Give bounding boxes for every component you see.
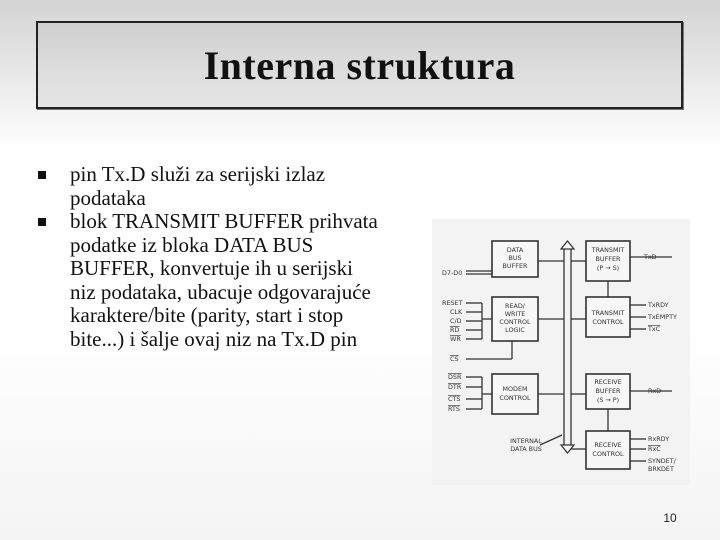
transmit-buffer-block: [586, 241, 630, 281]
signal-label: TxC: [648, 325, 661, 333]
square-bullet-icon: [38, 171, 46, 179]
block-label: CONTROL: [592, 318, 624, 326]
bus-arrow-up: [561, 241, 574, 249]
signal-label: RxRDY: [648, 435, 670, 443]
signal-label: RD: [450, 326, 460, 334]
signal-label: DTR: [448, 383, 462, 391]
signal-label: RxC: [648, 445, 661, 453]
signal-label: WR: [450, 335, 461, 343]
transmit-control-block: [586, 297, 630, 337]
bullet-text: pin Tx.D služi za serijski izlaz podataka: [70, 162, 326, 210]
signal-label: TxRDY: [648, 301, 669, 309]
block-label: TRANSMIT: [591, 246, 625, 254]
block-label: (P → S): [596, 264, 620, 272]
data-bus-buffer-block: [492, 241, 538, 277]
signal-label: RESET: [442, 299, 463, 307]
modem-control-block: [492, 374, 538, 414]
signal-label: TxD: [644, 253, 657, 261]
bullet-item: [36, 163, 381, 210]
signal-label: SYNDET/: [648, 457, 676, 465]
page-number: 10: [663, 511, 677, 525]
usart-block-diagram: [432, 219, 690, 485]
block-label: CONTROL: [592, 450, 624, 458]
block-label: RECEIVE: [594, 441, 622, 449]
bullet-item: [36, 210, 381, 351]
block-label: DATA: [506, 246, 524, 254]
receive-control-block: [586, 431, 630, 469]
block-label: LOGIC: [505, 326, 525, 334]
title-box: [36, 21, 683, 109]
block-label: TRANSMIT: [591, 309, 625, 317]
block-label: BUFFER: [595, 387, 621, 395]
internal-bus-label: DATA BUS: [510, 445, 542, 453]
signal-label: BRKDET: [648, 465, 674, 473]
internal-bus-label: INTERNAL: [510, 437, 542, 445]
bullet-text: blok TRANSMIT BUFFER prihvata podatke iz bloka DATA BUS BUFFER, konvertuje ih u serijski niz podataka, ubacuje odgovarajuće karaktere/bite (parity, start i stop bite...) i šalje ovaj niz na Tx.D pin: [70, 209, 378, 351]
read-write-control-block: [492, 297, 538, 341]
signal-label: CS: [450, 355, 459, 363]
block-label: BUFFER: [595, 255, 621, 263]
signal-label: RxD: [648, 387, 662, 395]
signal-label: CLK: [450, 308, 463, 316]
block-label: BUS: [508, 254, 522, 262]
bullet-list: [36, 163, 381, 351]
receive-buffer-block: [586, 374, 630, 409]
block-label: WRITE: [504, 310, 526, 318]
internal-bus-pointer: [540, 435, 562, 445]
signal-label: D7-D0: [442, 269, 463, 277]
block-label: CONTROL: [499, 318, 531, 326]
signal-label: C/D: [450, 317, 462, 325]
signal-label: DSR: [448, 373, 462, 381]
block-label: READ/: [505, 302, 525, 310]
signal-label: RTS: [448, 405, 460, 413]
block-label: MODEM: [502, 385, 528, 393]
block-label: RECEIVE: [594, 378, 622, 386]
signal-label: TxEMPTY: [648, 313, 677, 321]
block-label: BUFFER: [502, 262, 528, 270]
block-label: CONTROL: [499, 394, 531, 402]
square-bullet-icon: [38, 218, 46, 226]
slide-title: Interna struktura: [203, 42, 516, 88]
block-label: (S → P): [596, 396, 620, 404]
signal-label: CTS: [448, 395, 461, 403]
